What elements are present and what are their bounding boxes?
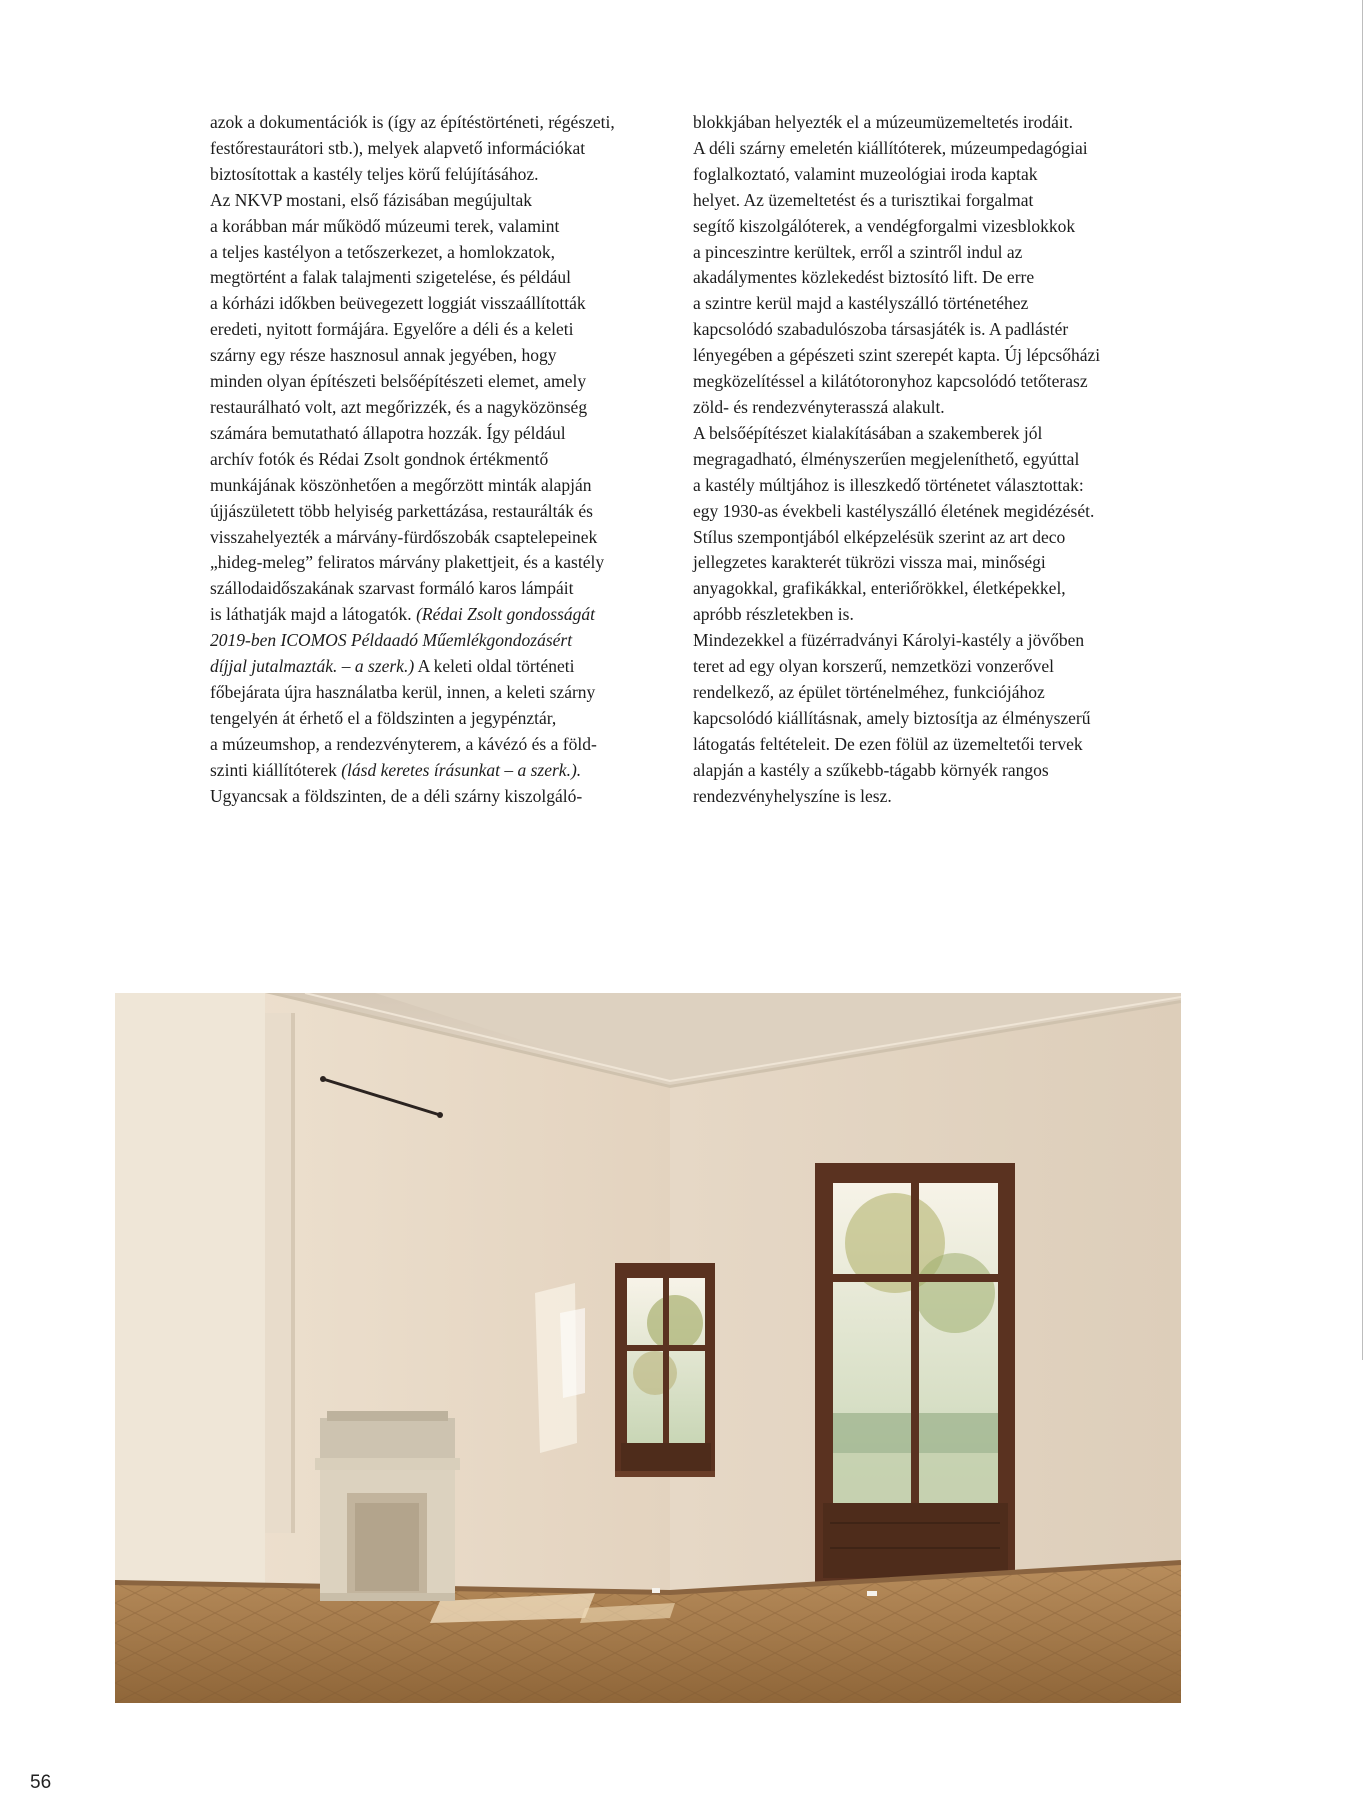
text-line — [693, 162, 1163, 188]
text-segment: restaurálható volt, azt megőrizzék, és a nagyközönség — [210, 396, 588, 417]
text-segment: akadálymentes közlekedést biztosító lift. De erre — [693, 267, 1035, 288]
text-line — [693, 628, 1163, 654]
text-segment: Mindezekkel a füzérradványi Károlyi-kastély a jövőben — [693, 630, 1085, 651]
text-line — [210, 343, 670, 369]
text-segment: számára bemutatható állapotra hozzák. Így például — [210, 422, 566, 443]
italic-text-segment: (lásd keretes írásunkat – a szerk.). — [341, 759, 582, 780]
text-segment: tengelyén át érhető el a földszinten a jegypénztár, — [210, 707, 557, 728]
page-number: 56 — [30, 1772, 52, 1793]
text-segment: szinti kiállítóterek — [210, 759, 342, 780]
text-line — [210, 162, 670, 188]
text-segment: anyagokkal, grafikákkal, enteriőrökkel, életképekkel, — [693, 578, 1066, 599]
italic-text-segment: (Rédai Zsolt gondosságát — [416, 604, 595, 625]
text-segment: Stílus szempontjából elképzelésük szerint az art deco — [693, 526, 1066, 547]
italic-text-segment: 2019-ben ICOMOS Példaadó Műemlékgondozásért — [210, 630, 573, 651]
text-line — [693, 525, 1163, 551]
text-segment: Az NKVP mostani, első fázisában megújultak — [210, 189, 533, 210]
text-segment: a múzeumshop, a rendezvényterem, a kávézó és a föld- — [210, 733, 597, 754]
text-segment: biztosítottak a kastély teljes körű felújításához. — [210, 163, 539, 184]
text-line — [210, 447, 670, 473]
text-segment: a pinceszintre kerültek, erről a szintről indul az — [693, 241, 1023, 262]
text-segment: a szintre kerül majd a kastélyszálló történetéhez — [693, 293, 1029, 314]
text-line — [693, 654, 1163, 680]
text-segment: lényegében a gépészeti szint szerepét kapta. Új lépcsőházi — [693, 345, 1101, 366]
text-segment: A déli szárny emeletén kiállítóterek, múzeumpedagógiai — [693, 137, 1088, 158]
text-line — [693, 343, 1163, 369]
text-line — [210, 732, 670, 758]
text-segment: a kastély múltjához is illeszkedő történetet választottak: — [693, 474, 1084, 495]
text-segment: megközelítéssel a kilátótoronyhoz kapcsolódó tetőterasz — [693, 371, 1088, 392]
text-line — [210, 110, 670, 136]
text-segment: alapján a kastély a szűkebb-tágabb környék rangos — [693, 759, 1049, 780]
text-segment: teret ad egy olyan korszerű, nemzetközi vonzerővel — [693, 656, 1055, 677]
text-line — [693, 732, 1163, 758]
text-segment: azok a dokumentációk is (így az építéstörténeti, régészeti, — [210, 112, 615, 132]
text-segment: Ugyancsak a földszinten, de a déli szárny kiszolgáló- — [210, 785, 583, 806]
text-segment: rendelkező, az épület történelméhez, funkciójához — [693, 681, 1045, 702]
text-line — [210, 240, 670, 266]
text-segment: egy 1930-as évekbeli kastélyszálló életének megidézését. — [693, 500, 1095, 521]
text-line — [693, 421, 1163, 447]
text-line — [210, 421, 670, 447]
text-segment: festőrestaurátori stb.), melyek alapvető információkat — [210, 137, 586, 158]
text-line — [693, 317, 1163, 343]
text-segment: foglalkoztató, valamint muzeológiai iroda kaptak — [693, 163, 1038, 184]
text-line — [693, 291, 1163, 317]
text-line — [693, 758, 1163, 784]
text-line — [210, 758, 670, 784]
text-segment: zöld- és rendezvényterasszá alakult. — [693, 396, 945, 417]
text-segment: a kórházi időkben beüvegezett loggiát visszaállították — [210, 293, 586, 314]
text-line — [693, 110, 1163, 136]
text-column-right — [693, 110, 1163, 809]
text-line — [693, 369, 1163, 395]
text-segment: megtörtént a falak talajmenti szigetelése, és például — [210, 267, 572, 288]
text-segment: helyet. Az üzemeltetést és a turisztikai forgalmat — [693, 189, 1034, 210]
text-column-left — [210, 110, 670, 809]
text-line — [210, 550, 670, 576]
text-line — [210, 265, 670, 291]
text-segment: megragadható, élményszerűen megjeleníthető, egyúttal — [693, 448, 1080, 469]
text-line — [693, 240, 1163, 266]
text-segment: szárny egy része hasznosul annak jegyében, hogy — [210, 345, 557, 366]
text-line — [693, 706, 1163, 732]
text-line — [210, 499, 670, 525]
text-line — [693, 576, 1163, 602]
text-line — [693, 188, 1163, 214]
text-segment: minden olyan építészeti belsőépítészeti elemet, amely — [210, 371, 587, 392]
text-segment: a korábban már működő múzeumi terek, valamint — [210, 215, 560, 236]
text-segment: jellegzetes karakterét tükrözi vissza mai, minőségi — [693, 552, 1046, 573]
window-left — [615, 1263, 715, 1477]
text-segment: rendezvényhelyszíne is lesz. — [693, 785, 892, 806]
text-segment: blokkjában helyezték el a múzeumüzemeltetés irodáit. — [693, 112, 1073, 132]
text-line — [210, 188, 670, 214]
text-line — [210, 654, 670, 680]
room-photo — [115, 993, 1181, 1703]
text-line — [210, 473, 670, 499]
text-segment: munkájának köszönhetően a megőrzött minták alapján — [210, 474, 592, 495]
italic-text-segment: díjjal jutalmazták. – a szerk.) — [210, 656, 415, 677]
text-line — [210, 291, 670, 317]
fireplace — [315, 1411, 460, 1601]
text-line — [693, 499, 1163, 525]
page-edge-line — [1362, 0, 1363, 1360]
text-line — [210, 525, 670, 551]
text-line — [693, 265, 1163, 291]
text-segment: archív fotók és Rédai Zsolt gondnok értékmentő — [210, 448, 549, 469]
text-line — [210, 395, 670, 421]
text-segment: visszahelyezték a márvány-fürdőszobák csaptelepeinek — [210, 526, 598, 547]
text-line — [693, 680, 1163, 706]
text-line — [210, 706, 670, 732]
text-line — [693, 473, 1163, 499]
text-segment: apróbb részletekben is. — [693, 604, 854, 625]
text-segment: segítő kiszolgálóterek, a vendégforgalmi vizesblokkok — [693, 215, 1076, 236]
text-segment: A keleti oldal történeti — [414, 656, 575, 677]
text-segment: is láthatják majd a látogatók. — [210, 604, 417, 625]
text-segment: „hideg-meleg” feliratos márvány plakettjeit, és a kastély — [210, 552, 605, 573]
text-segment: kapcsolódó kiállításnak, amely biztosítja az élményszerű — [693, 707, 1091, 728]
text-line — [210, 369, 670, 395]
text-line — [210, 136, 670, 162]
text-line — [693, 784, 1163, 810]
text-line — [210, 214, 670, 240]
text-segment: szállodaidőszakának szarvast formáló karos lámpáit — [210, 578, 574, 599]
text-line — [210, 628, 670, 654]
text-segment: a teljes kastélyon a tetőszerkezet, a homlokzatok, — [210, 241, 556, 262]
text-line — [210, 602, 670, 628]
text-line — [693, 136, 1163, 162]
text-line — [210, 317, 670, 343]
text-segment: újjászületett több helyiség parkettázása, restaurálták és — [210, 500, 593, 521]
text-line — [693, 550, 1163, 576]
text-line — [210, 680, 670, 706]
text-segment: főbejárata újra használatba kerül, innen, a keleti szárny — [210, 681, 596, 702]
text-line — [210, 784, 670, 810]
text-line — [693, 395, 1163, 421]
text-line — [693, 447, 1163, 473]
text-line — [693, 602, 1163, 628]
text-segment: eredeti, nyitott formájára. Egyelőre a déli és a keleti — [210, 319, 574, 340]
text-line — [210, 576, 670, 602]
window-right — [815, 1163, 1015, 1583]
text-segment: látogatás feltételeit. De ezen fölül az üzemeltetői tervek — [693, 733, 1083, 754]
text-line — [693, 214, 1163, 240]
text-segment: A belsőépítészet kialakításában a szakemberek jól — [693, 422, 1043, 443]
text-segment: kapcsolódó szabadulószoba társasjáték is. A padlástér — [693, 319, 1069, 340]
